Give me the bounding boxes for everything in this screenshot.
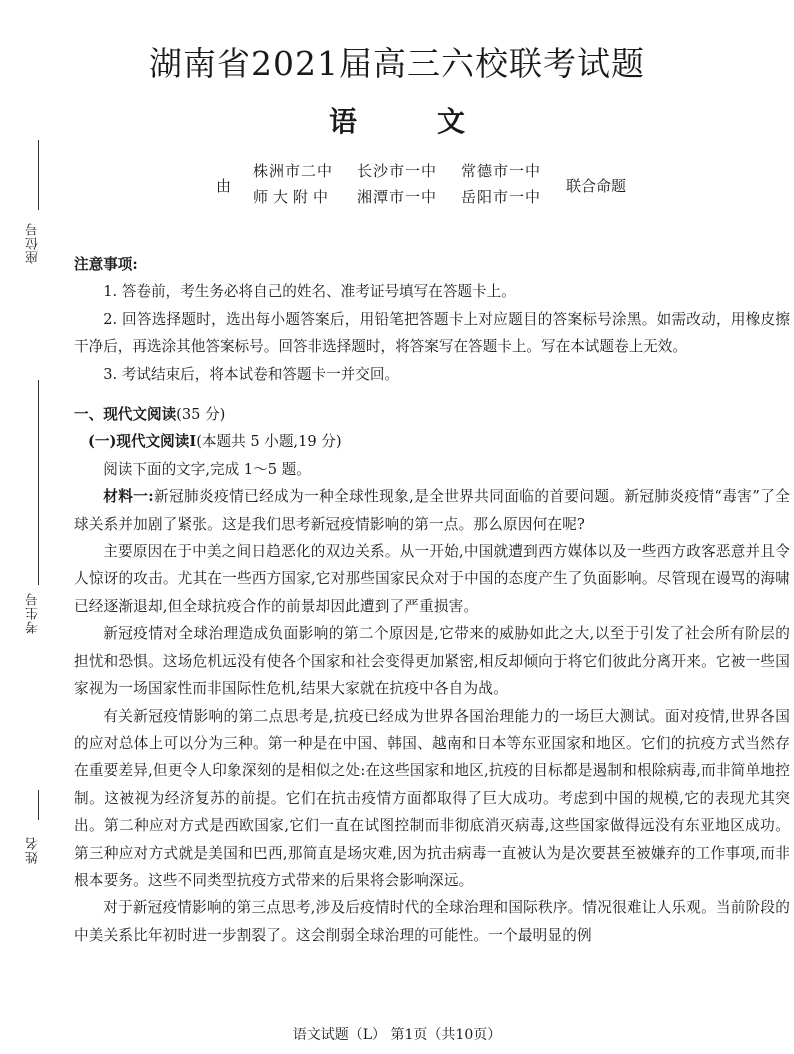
school-name: 岳阳市一中 xyxy=(461,188,542,206)
notes-heading: 注意事项: xyxy=(74,256,138,273)
school-row xyxy=(253,184,565,210)
school-name: 师大附中 xyxy=(253,188,334,206)
section-heading xyxy=(74,401,790,428)
note-item: 1. 答卷前，考生务必将自己的姓名、准考证号填写在答题卡上。 xyxy=(103,283,516,301)
paragraph: 有关新冠疫情影响的第二点思考是,抗疫已经成为世界各国治理能力的一场巨大测试。面对疫情,世界各国的应对总体上可以分为三种。第一种是在中国、韩国、越南和日本等东亚国家和地区。它们的抗疫方式当然存在重要差异,但更令人印象深刻的是相似之处:在这些国家和地区,抗疫的目标都是遏制和根除病毒,而非简单地控制。这被视为经济复苏的前提。它们在抗击疫情方面都取得了巨大成功。考虑到中国的规模,它的表现尤其突出。第二种应对方式是西欧国家,它们一直在试图控制而非彻底消灭病毒,这些国家做得远没有东亚地区成功。第三种应对方式就是美国和巴西,那简直是场灾难,因为抗击病毒一直被认为是次要甚至被嫌弃的工作事项,而非根本要务。这些不同类型抗疫方式带来的后果将会影响深远。 xyxy=(74,707,790,889)
school-name: 湘潭市一中 xyxy=(357,188,438,206)
page-footer: 语文试题（L） 第1页（共10页） xyxy=(292,1027,502,1043)
spacer xyxy=(74,388,790,401)
school-list xyxy=(253,158,565,210)
seat-number-label: 座位号 xyxy=(26,222,41,264)
subject-title: 语文 xyxy=(328,105,545,138)
school-row xyxy=(253,158,565,184)
paragraph: 主要原因在于中美之间日趋恶化的双边关系。从一开始,中国就遭到西方媒体以及一些西方政客恶意并且令人惊讶的攻击。尤其在一些西方国家,它对那些国家民众对于中国的态度产生了负面影响。尽管现在谩骂的海啸已经逐渐退却,但全球抗疫合作的前景却因此遭到了严重损害。 xyxy=(74,543,790,615)
subsection-info: (本题共 5 小题,19 分) xyxy=(196,433,342,451)
paragraph: 对于新冠疫情影响的第三点思考,涉及后疫情时代的全球治理和国际秩序。情况很难让人乐观。当前阶段的中美关系比年初时进一步割裂了。这会削弱全球治理的可能性。一个最明显的例 xyxy=(74,899,790,944)
paragraph xyxy=(74,483,790,538)
note-item: 3. 考试结束后，将本试卷和答题卡一并交回。 xyxy=(103,365,400,383)
joint-label: 联合命题 xyxy=(566,177,627,195)
by-label: 由 xyxy=(216,177,232,195)
name-label: 姓名 xyxy=(26,836,41,864)
name-line xyxy=(38,790,39,820)
section-points: (35 分) xyxy=(176,406,226,424)
material-label: 材料一: xyxy=(103,488,154,506)
subsection-title: (一)现代文阅读Ⅰ xyxy=(88,433,197,451)
note-item: 2. 回答选择题时，选出每小题答案后，用铅笔把答题卡上对应题目的答案标号涂黑。如需改动，用橡皮擦干净后，再选涂其他答案标号。回答非选择题时，将答案写在答题卡上。写在本试题卷上无效。 xyxy=(74,310,790,356)
school-name: 常德市一中 xyxy=(461,162,542,180)
subsection-heading xyxy=(74,428,790,455)
exam-number-label: 考生号 xyxy=(26,592,41,634)
school-name: 长沙市一中 xyxy=(357,162,438,180)
school-name: 株洲市二中 xyxy=(253,162,334,180)
paragraph: 新冠疫情对全球治理造成负面影响的第二个原因是,它带来的威胁如此之大,以至于引发了社会所有阶层的担忧和恐惧。这场危机远没有使各个国家和社会变得更加紧密,相反却倾向于将它们彼此分离开来。它被一些国家视为一场国家性而非国际性危机,结果大家就在抗疫中各自为战。 xyxy=(74,625,790,698)
instruction: 阅读下面的文字,完成 1～5 题。 xyxy=(103,460,311,478)
exam-title: 湖南省2021届高三六校联考试题 xyxy=(149,44,645,83)
exam-body xyxy=(74,251,790,949)
paragraph-text: 新冠肺炎疫情已经成为一种全球性现象,是全世界共同面临的首要问题。新冠肺炎疫情“毒害”了全球关系并加剧了紧张。这是我们思考新冠疫情影响的第一点。那么原因何在呢? xyxy=(74,488,790,533)
examno-line xyxy=(38,380,39,585)
seat-line xyxy=(38,140,39,210)
section-title: 一、现代文阅读 xyxy=(74,406,177,424)
